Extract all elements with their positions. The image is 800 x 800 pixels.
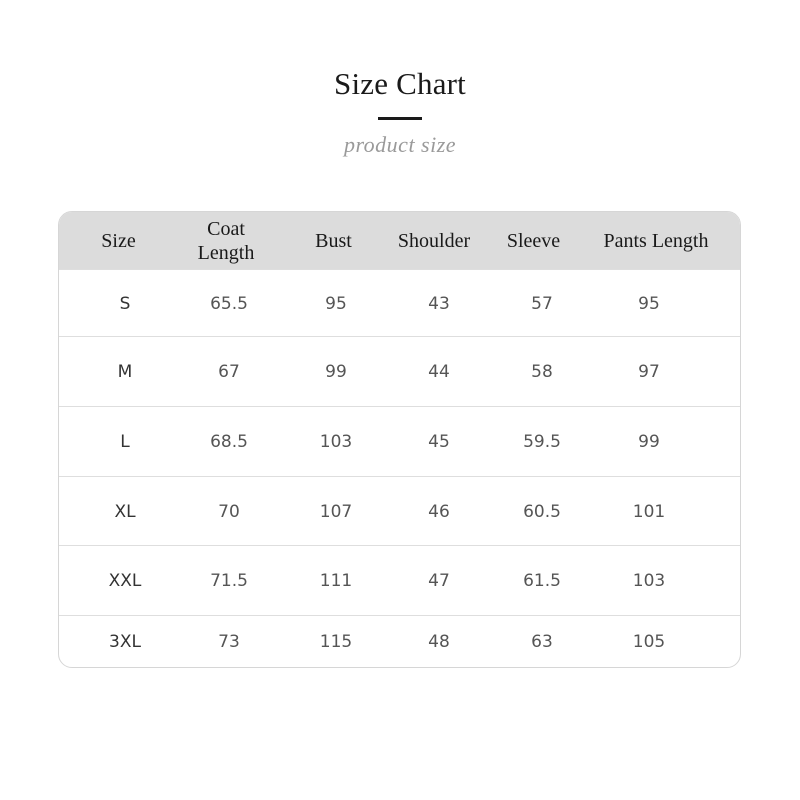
header-coat-length: Coat Length <box>197 217 255 264</box>
cell-pants-length: 101 <box>632 501 666 522</box>
cell-pants-length: 103 <box>632 571 666 591</box>
table-row <box>59 406 740 477</box>
cell-sleeve: 59.5 <box>523 432 561 452</box>
cell-shoulder: 43 <box>428 293 450 314</box>
cell-sleeve: 63 <box>531 632 553 652</box>
cell-size: M <box>117 362 133 382</box>
cell-size: XXL <box>108 571 142 591</box>
cell-bust: 103 <box>319 432 353 452</box>
cell-pants-length: 105 <box>632 632 666 652</box>
cell-size: L <box>120 432 130 452</box>
cell-shoulder: 44 <box>428 362 450 382</box>
cell-sleeve: 57 <box>531 293 553 314</box>
cell-coat-length: 73 <box>218 632 240 652</box>
table-row <box>59 336 740 407</box>
cell-pants-length: 97 <box>638 362 660 382</box>
cell-shoulder: 48 <box>428 632 450 652</box>
table-row <box>59 615 740 668</box>
cell-coat-length: 68.5 <box>210 432 248 452</box>
cell-size: S <box>119 293 131 314</box>
header-pants-length: Pants Length <box>603 229 709 252</box>
cell-bust: 115 <box>319 632 353 652</box>
header-size: Size <box>101 229 136 252</box>
cell-coat-length: 71.5 <box>210 571 248 591</box>
cell-coat-length: 67 <box>218 362 240 382</box>
table-row <box>59 545 740 616</box>
cell-bust: 107 <box>319 501 353 522</box>
cell-shoulder: 45 <box>428 432 450 452</box>
title-divider <box>378 117 422 120</box>
cell-bust: 95 <box>325 293 347 314</box>
table-header <box>59 212 740 269</box>
page-title: Size Chart <box>334 66 466 101</box>
cell-shoulder: 47 <box>428 571 450 591</box>
cell-sleeve: 58 <box>531 362 553 382</box>
cell-sleeve: 60.5 <box>523 501 561 522</box>
header-shoulder: Shoulder <box>397 229 471 252</box>
cell-bust: 99 <box>325 362 347 382</box>
cell-pants-length: 99 <box>638 432 660 452</box>
cell-shoulder: 46 <box>428 501 450 522</box>
cell-bust: 111 <box>319 571 353 591</box>
cell-coat-length: 65.5 <box>210 293 248 314</box>
cell-size: 3XL <box>109 632 141 652</box>
table-row <box>59 476 740 546</box>
cell-size: XL <box>114 501 136 522</box>
cell-sleeve: 61.5 <box>523 571 561 591</box>
table-row <box>59 269 740 337</box>
header-bust: Bust <box>315 229 352 252</box>
page-subtitle: product size <box>343 132 457 157</box>
size-table <box>58 211 741 668</box>
header-sleeve: Sleeve <box>506 229 561 252</box>
cell-pants-length: 95 <box>638 293 660 314</box>
cell-coat-length: 70 <box>218 501 240 522</box>
